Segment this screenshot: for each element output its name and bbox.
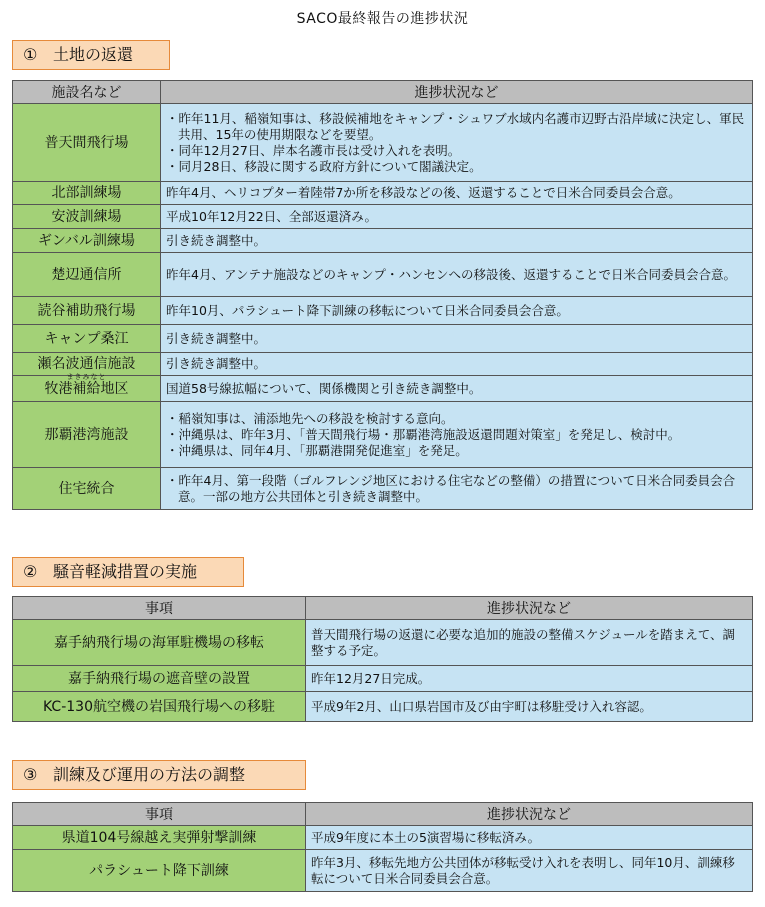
progress-line: ・稲嶺知事は、浦添地先への移設を検討する意向。	[166, 410, 454, 426]
section-2-title: 騒音軽減措置の実施	[53, 562, 198, 581]
item-name: 県道104号線越え実弾射撃訓練	[13, 826, 306, 850]
facility-name: 楚辺通信所	[13, 253, 161, 297]
progress-detail: 引き続き調整中。	[161, 325, 753, 353]
item-name: KC-130航空機の岩国飛行場への移駐	[13, 692, 306, 722]
facility-name: 普天間飛行場	[13, 104, 161, 182]
facility-name: ギンバル訓練場	[13, 229, 161, 253]
table-row	[13, 205, 753, 229]
progress-detail: 昨年4月、ヘリコプター着陸帯7か所を移設などの後、返還することで日米合同委員会合意。	[161, 182, 753, 205]
progress-line: ・昨年11月、稲嶺知事は、移設候補地をキャンプ・シュワブ水域内名護市辺野古沿岸域に決定し、軍民共用、15年の使用期限などを要望。	[166, 110, 745, 142]
facility-name: 北部訓練場	[13, 182, 161, 205]
table-row	[13, 297, 753, 325]
table-row	[13, 376, 753, 402]
column-header-progress: 進捗状況など	[306, 803, 753, 826]
section-1-title: 土地の返還	[53, 45, 134, 64]
facility-name-with-ruby	[44, 372, 129, 398]
section-2-number: ②	[23, 562, 38, 581]
progress-detail: 平成9年度に本土の5演習場に移転済み。	[306, 826, 753, 850]
progress-detail: 平成9年2月、山口県岩国市及び由宇町は移駐受け入れ容認。	[306, 692, 753, 722]
facility-name: 瀬名波通信施設	[13, 353, 161, 376]
table-row	[13, 325, 753, 353]
progress-line: ・沖縄県は、昨年3月、「普天間飛行場・那覇港湾施設返還問題対策室」を発足し、検討中。	[166, 426, 681, 442]
facility-name: 読谷補助飛行場	[13, 297, 161, 325]
progress-detail	[161, 468, 753, 510]
column-header-progress: 進捗状況など	[161, 81, 753, 104]
column-header-facility: 施設名など	[13, 81, 161, 104]
column-header-item: 事項	[13, 597, 306, 620]
progress-detail: 普天間飛行場の返還に必要な追加的施設の整備スケジュールを踏まえて、調整する予定。	[306, 620, 753, 666]
facility-name-cell	[13, 372, 161, 402]
facility-name: 那覇港湾施設	[13, 402, 161, 468]
table-row	[13, 666, 753, 692]
progress-line: ・同月28日、移設に関する政府方針について閣議決定。	[166, 158, 482, 174]
table-row	[13, 253, 753, 297]
progress-line: ・昨年4月、第一段階（ゴルフレンジ地区における住宅などの整備）の措置について日米合同委員会合意。一部の地方公共団体と引き続き調整中。	[166, 472, 736, 504]
section-3-title: 訓練及び運用の方法の調整	[53, 765, 246, 784]
table-row	[13, 182, 753, 205]
item-name: 嘉手納飛行場の海軍駐機場の移転	[13, 620, 306, 666]
progress-detail: 昨年3月、移転先地方公共団体が移転受け入れを表明し、同年10月、訓練移転について日米合同委員会合意。	[306, 850, 753, 892]
table-header-row	[13, 81, 753, 104]
progress-line: ・沖縄県は、同年4月、「那覇港開発促進室」を発足。	[166, 442, 468, 458]
table-row	[13, 402, 753, 468]
column-header-item: 事項	[13, 803, 306, 826]
noise-reduction-table	[12, 596, 753, 722]
item-name: 嘉手納飛行場の遮音壁の設置	[13, 666, 306, 692]
progress-detail: 国道58号線拡幅について、関係機関と引き続き調整中。	[161, 376, 753, 402]
table-row	[13, 620, 753, 666]
facility-name: 牧港補給地区	[44, 380, 129, 397]
progress-line: ・同年12月27日、岸本名護市長は受け入れを表明。	[166, 142, 461, 158]
item-name: パラシュート降下訓練	[13, 850, 306, 892]
column-header-progress: 進捗状況など	[306, 597, 753, 620]
table-row	[13, 850, 753, 892]
land-return-table	[12, 80, 753, 510]
section-3-heading	[12, 760, 306, 790]
training-table	[12, 802, 753, 892]
table-row	[13, 692, 753, 722]
section-1-number: ①	[23, 45, 38, 64]
section-1-heading	[12, 40, 170, 70]
furigana: まきみなと	[66, 372, 107, 381]
facility-name: キャンプ桑江	[13, 325, 161, 353]
table-row	[13, 229, 753, 253]
table-row	[13, 104, 753, 182]
progress-detail	[161, 104, 753, 182]
table-header-row	[13, 597, 753, 620]
facility-name: 住宅統合	[13, 468, 161, 510]
table-row	[13, 468, 753, 510]
progress-detail: 昨年10月、パラシュート降下訓練の移転について日米合同委員会合意。	[161, 297, 753, 325]
section-3-number: ③	[23, 765, 38, 784]
page-title: SACO最終報告の進捗状況	[296, 11, 469, 27]
progress-detail	[161, 402, 753, 468]
section-2-heading	[12, 557, 244, 587]
progress-detail: 平成10年12月22日、全部返還済み。	[161, 205, 753, 229]
progress-detail: 引き続き調整中。	[161, 229, 753, 253]
progress-detail: 昨年12月27日完成。	[306, 666, 753, 692]
facility-name: 安波訓練場	[13, 205, 161, 229]
table-header-row	[13, 803, 753, 826]
progress-detail: 引き続き調整中。	[161, 353, 753, 376]
progress-detail: 昨年4月、アンテナ施設などのキャンプ・ハンセンへの移設後、返還することで日米合同委員会合意。	[161, 253, 753, 297]
table-row	[13, 826, 753, 850]
